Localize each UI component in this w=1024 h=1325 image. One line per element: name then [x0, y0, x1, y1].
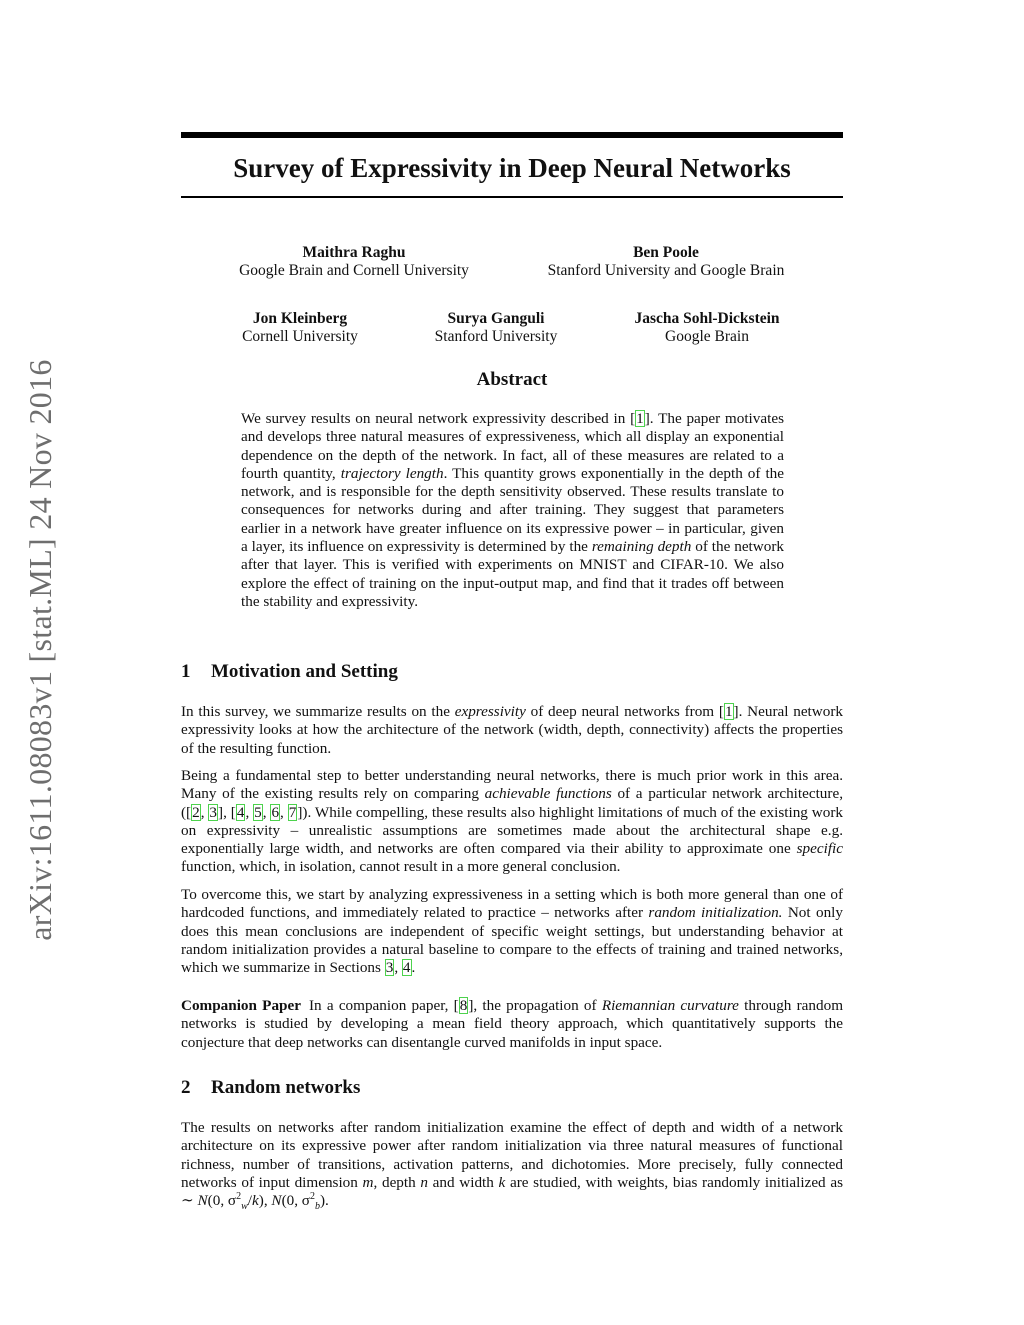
author-affiliation: Google Brain — [665, 328, 749, 345]
author-affiliation: Cornell University — [242, 328, 358, 345]
citation-link[interactable]: 1 — [724, 703, 733, 720]
author-name: Jon Kleinberg — [252, 310, 348, 327]
citation-link[interactable]: 8 — [459, 997, 468, 1014]
author-block — [406, 310, 586, 346]
author-name: Surya Ganguli — [447, 310, 545, 327]
citation-link[interactable]: 3 — [385, 959, 394, 977]
citation-link[interactable]: 5 — [254, 803, 262, 821]
paragraph: In this survey, we summarize results on the expressivity of deep neural networks from [1]. Neural network expressivity looks at how the architecture of the network (width, depth, connectivity) affects the properties of the resulting function. — [181, 703, 843, 757]
author-name: Maithra Raghu — [302, 244, 406, 261]
author-name: Jascha Sohl-Dickstein — [634, 310, 780, 327]
paragraph: Being a fundamental step to better understanding neural networks, there is much prior work in this area. Many of the existing results rely on comparing achievable functions of a particular network architecture, ([2, 3], [4, 5, 6, 7]). While compelling, these results also highlight limitations of much of the existing work on expressivity – unrealistic assumptions are sometimes made about the architectural shape e.g. exponentially large width, and networks are often compared via their ability to approximate one specific function, which, in isolation, cannot result in a more general conclusion. — [181, 767, 844, 876]
title-rule-top — [181, 132, 843, 138]
arxiv-stamp: arXiv:1611.08083v1 [stat.ML] 24 Nov 2016 — [22, 359, 58, 941]
abstract-heading: Abstract — [476, 369, 548, 390]
citation-link[interactable]: 7 — [288, 803, 297, 821]
citation-link[interactable]: 4 — [236, 803, 245, 821]
citation-link[interactable]: 1 — [636, 410, 644, 427]
author-block — [597, 310, 817, 346]
paragraph: Companion Paper In a companion paper, [8], the propagation of Riemannian curvature through random networks is studied by developing a mean field theory approach, which quantitatively supports the conjecture that deep networks can disentangle curved manifolds in input space. — [181, 997, 844, 1051]
author-block — [520, 244, 812, 280]
author-affiliation: Stanford University — [434, 328, 558, 345]
title-rule-bottom — [181, 196, 843, 198]
paragraph-runin-heading: Companion Paper — [181, 997, 301, 1014]
abstract-body: We survey results on neural network expressivity described in [1]. The paper motivates and develops three natural measures of expressiveness, which all display an exponential dependence on the depth of the network. In fact, all of these measures are related to a fourth quantity, trajectory length. This quantity grows exponentially in the depth of the network, and is responsible for the depth sensitivity observed. These results translate to consequences for networks during and after training. They suggest that parameters earlier in a network have greater influence on its expressive power – in particular, given a layer, its influence on expressivity is determined by the remaining depth of the network after that layer. This is verified with experiments on MNIST and CIFAR-10. We also explore the effect of training on the input-output map, and find that it trades off between the stability and expressivity. — [241, 410, 785, 610]
section-heading: 2 Random networks — [181, 1077, 361, 1098]
citation-link[interactable]: 4 — [402, 959, 411, 977]
paragraph: To overcome this, we start by analyzing expressiveness in a setting which is both more general than one of hardcoded functions, and immediately related to practice – networks after random initialization. Not only does this mean conclusions are independent of specific weight settings, but understanding behavior at random initialization provides a natural baseline to compare to the effects of training and trained networks, which we summarize in Sections 3, 4. — [181, 886, 843, 977]
citation-link[interactable]: 2 — [192, 803, 200, 821]
author-affiliation: Google Brain and Cornell University — [239, 262, 469, 279]
author-name: Ben Poole — [633, 244, 699, 261]
paragraph: The results on networks after random initialization examine the effect of depth and width of a network architecture on its expressive power after random initialization via three natural measures of functional richness, number of transitions, activation patterns, and dichotomies. More precisely, fully connected networks of input dimension m, depth n and width k are studied, with weights, bias randomly initialized as ∼ N(0, $\sigma^2_w/k$), N(0, $\sigma^2_b$). — [181, 1119, 843, 1213]
author-affiliation: Stanford University and Google Brain — [547, 262, 785, 279]
citation-link[interactable]: 6 — [271, 803, 280, 821]
author-block — [207, 244, 501, 280]
section-heading: 1 Motivation and Setting — [181, 661, 398, 682]
citation-link[interactable]: 3 — [209, 803, 218, 821]
paper-title: Survey of Expressivity in Deep Neural Networks — [233, 153, 791, 183]
author-block — [200, 310, 400, 346]
